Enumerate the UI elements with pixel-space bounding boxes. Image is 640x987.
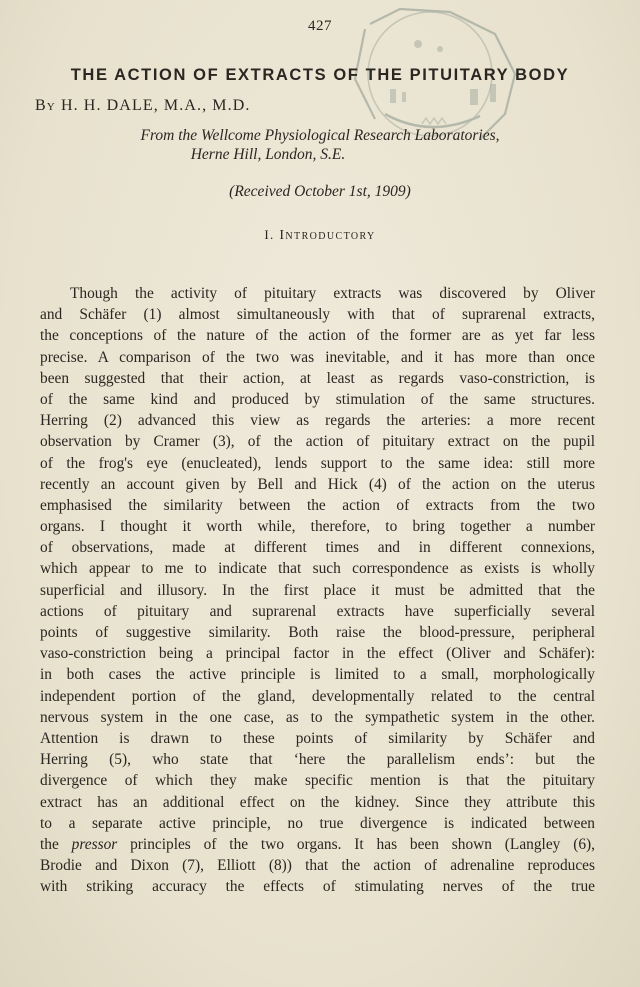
body-line: Brodie and Dixon (7), Elliott (8)) that the action of adrenaline reproduces [40, 857, 595, 875]
body-line: actions of pituitary and suprarenal extracts have superficially several [40, 602, 595, 620]
emphasized-word: pressor [71, 835, 118, 853]
body-line: been suggested that their action, at least as regards vaso-constriction, is [40, 369, 595, 387]
body-line: independent portion of the gland, developmentally related to the central [40, 687, 595, 705]
author-line [35, 97, 250, 115]
body-line: to a separate active principle, no true divergence is indicated between [40, 814, 595, 832]
section-number: I. [264, 227, 275, 242]
body-line: which appear to me to indicate that such correspondence as exists is wholly [40, 560, 595, 578]
body-line: extract has an additional effect on the kidney. Since they attribute this [40, 793, 595, 811]
body-line: of observations, made at different times and in different connexions, [40, 539, 595, 557]
body-line: Herring (2) advanced this view as regards the arteries: a more recent [40, 412, 595, 430]
affiliation-line-2: Herne Hill, London, S.E. [190, 146, 346, 163]
body-line: with striking accuracy the effects of stimulating nerves of the true [40, 878, 595, 896]
body-line: superficial and illusory. In the first place it must be admitted that the [40, 581, 595, 599]
body-line: points of suggestive similarity. Both raise the blood-pressure, peripheral [40, 624, 595, 641]
body-line: organs. I thought it worth while, therefore, to bring together a number [40, 518, 595, 536]
body-line: emphasised the similarity between the action of extracts from the two [40, 496, 595, 514]
body-line: recently an account given by Bell and Hick (4) of the action on the uterus [40, 475, 595, 493]
affiliation-line-1: From the Wellcome Physiological Research Laboratories, [140, 127, 500, 144]
body-line: and Schäfer (1) almost simultaneously with that of suprarenal extracts, [40, 306, 595, 324]
body-line: of the same kind and produced by stimulation of the same structures. [40, 390, 595, 408]
by-label: By [35, 97, 56, 114]
body-paragraph [40, 283, 595, 897]
article-title: THE ACTION OF EXTRACTS OF THE PITUITARY BODY [70, 66, 570, 84]
body-line: of the frog's eye (enucleated), lends support to the same idea: still more [40, 454, 595, 472]
body-line: precise. A comparison of the two was inevitable, and it has more than once [40, 348, 595, 366]
body-line: observation by Cramer (3), of the action of pituitary extract on the pupil [40, 433, 595, 451]
body-line: divergence of which they make specific mention is that the pituitary [40, 772, 595, 790]
section-heading [0, 227, 640, 244]
body-line: vaso-constriction being a principal factor in the effect (Oliver and Schäfer): [40, 645, 595, 663]
body-line: nervous system in the one case, as to the sympathetic system in the other. [40, 708, 595, 726]
body-line: Though the activity of pituitary extracts was discovered by Oliver [70, 285, 595, 302]
body-line: in both cases the active principle is limited to a small, morphologically [40, 666, 595, 684]
body-line: Herring (5), who state that ‘here the parallelism ends’: but the [40, 751, 595, 769]
received-date: (Received October 1st, 1909) [229, 183, 411, 200]
page-number: 427 [308, 18, 332, 34]
body-line: Attention is drawn to these points of similarity by Schäfer and [40, 729, 595, 747]
section-title: Introductory [279, 228, 376, 243]
author-name: H. H. DALE, M.A., M.D. [60, 97, 251, 114]
body-line: the pressor principles of the two organs. It has been shown (Langley (6), [40, 835, 595, 853]
body-line: the conceptions of the nature of the action of the former are as yet far less [40, 327, 595, 345]
